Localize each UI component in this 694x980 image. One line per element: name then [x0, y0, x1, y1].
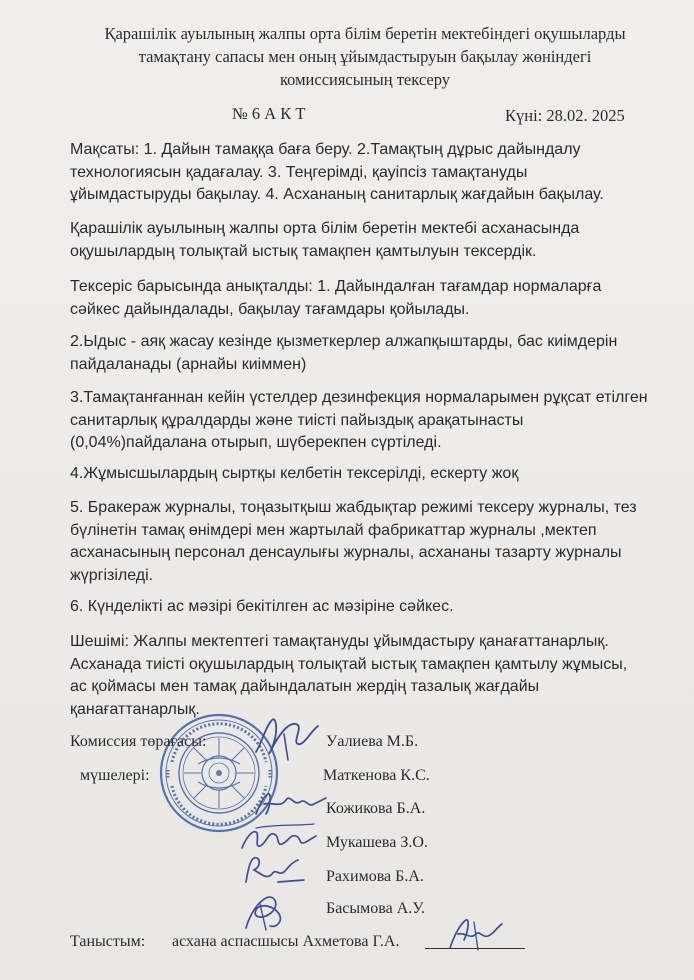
text-line: 4.Жұмысшылардың сыртқы келбетін тексерілді, ескерту жоқ	[70, 465, 519, 482]
text-line: ұйымдастыруды бақылау. 4. Асхананың санитарлық жағдайын бақылау.	[70, 186, 604, 203]
signatory-name: Мукашева З.О.	[326, 834, 428, 851]
signatory-name: Басымова А.У.	[326, 900, 425, 917]
signatory-name: Уалиева М.Б.	[326, 733, 419, 750]
text-line: 6. Күнделікті ас мәзірі бекітілген ас мәзіріне сәйкес.	[70, 598, 454, 615]
text-line: 5. Бракераж журналы, тоңазытқыш жабдықтар режимі тексеру журналы, тез	[70, 499, 637, 516]
text-line: 2.Ыдыс - аяқ жасау кезінде қызметкерлер алжапқыштарды, бас киімдерін	[70, 333, 618, 350]
acquainted-label: Таныстым:	[70, 933, 146, 950]
text-line: санитарлық құралдарды және тиісті пайыздық арақатынасты	[70, 411, 524, 429]
text-line: Асханада тиісті оқушылардың толықтай ыстық тамақпен қамтылу жұмысы,	[70, 655, 628, 673]
text-line: ас қоймасы мен тамақ дайындалатын жердің тазалық жағдайы	[70, 678, 540, 695]
text-line: оқушылардың толықтай ыстық тамақпен қамтылуын тексердік.	[70, 242, 537, 260]
text-line: сәйкес дайындалады, бақылау тағамдары қойылады.	[70, 300, 470, 318]
text-line: пайдаланады (арнайы киіммен)	[70, 355, 307, 373]
signature-4	[238, 852, 308, 888]
text-line: Тексеріс барысында анықталды: 1. Дайындалған тағамдар нормаларға	[70, 278, 602, 295]
text-line: Шешімі: Жалпы мектептегі тамақтануды ұйымдастыру қанағаттанарлық.	[70, 633, 609, 650]
act-date: Күні: 28.02. 2025	[505, 106, 625, 125]
act-number: № 6 А К Т	[232, 104, 306, 123]
title-line: комиссиясының тексеру	[279, 70, 450, 89]
text-line: жүргізіледі.	[70, 566, 154, 584]
signatory-name: Кожикова Б.А.	[326, 800, 426, 817]
signatory-name: Рахимова Б.А.	[326, 868, 424, 885]
signatory-name: Маткенова К.С.	[323, 767, 430, 784]
commission-members-label: мүшелері:	[80, 767, 150, 784]
signature-2	[250, 786, 330, 822]
text-line: Қарашілік ауылының жалпы орта білім беретін мектебі асханасында	[70, 220, 580, 237]
text-line: технологиясын қадағалау. 3. Теңгерімді, қауіпсіз тамақтануды	[70, 163, 528, 181]
text-line: қанағаттанарлық.	[70, 700, 200, 718]
title-line: Қарашілік ауылының жалпы орта білім беретін мектебіндегі оқушыларды	[104, 24, 626, 43]
text-line: Мақсаты: 1. Дайын тамаққа баға беру. 2.Тамақтың дұрыс дайындалу	[70, 141, 581, 158]
text-line: 3.Тамақтанғаннан кейін үстелдер дезинфекция нормаларымен рұқсат етілген	[70, 389, 648, 406]
text-line: бүлінетін тамақ өнімдері мен жартылай фабрикаттар журналы ,мектеп	[70, 521, 597, 539]
signature-line	[425, 948, 525, 949]
commission-chair-label: Комиссия төрағасы:	[70, 733, 207, 750]
text-line: асханасының персонал денсаулығы журналы, асхананы тазарту журналы	[70, 544, 622, 561]
signature-5	[236, 888, 296, 934]
signature-1	[248, 712, 324, 764]
title-line: тамақтану сапасы мен оның ұйымдастыруын бақылау жөніндегі	[138, 47, 592, 66]
signature-3	[236, 818, 320, 856]
acquainted-person: асхана аспасшысы Ахметова Г.А.	[172, 933, 400, 950]
text-line: (0,04%)пайдалана отырып, шүберекпен сүртіледі.	[70, 434, 442, 451]
